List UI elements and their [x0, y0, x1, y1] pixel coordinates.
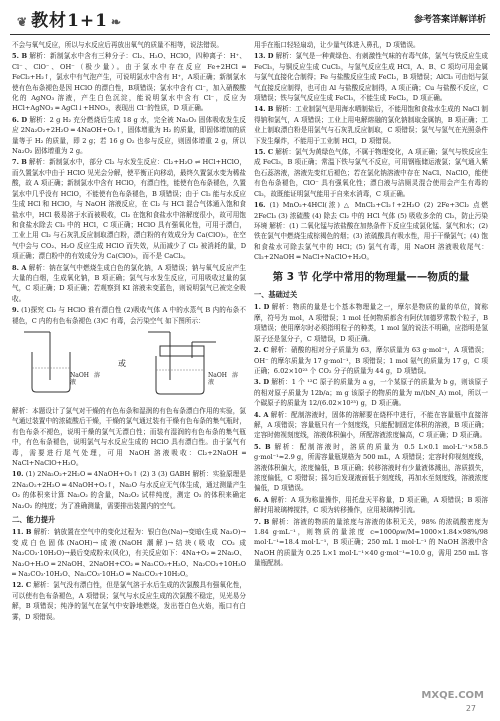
answer-paragraph [12, 527, 246, 579]
apparatus-figure [12, 328, 246, 404]
answer-paragraph [254, 40, 488, 50]
answer-paragraph [12, 580, 246, 622]
question-number: 4. A [254, 410, 269, 419]
answer-paragraph [254, 410, 488, 441]
question-number: 8. A [12, 263, 27, 272]
answer-text: (1) 2Na₂O₂+2H₂O ═ 4NaOH+O₂↑ (2) 3 (3) GABH 解析：实验原理是 2Na₂O₂+2H₂O ═ 4NaOH+O₂↑，Na₂O 与水反应无气体生成，通过测量产生 O₂ 的体积来计算 Na₂O₂ 的含量，Na₂O₂ 试样纯度，测定 O₂ 的体积来确定 Na₂O₂ 的纯度；为了准确测量，需要排出装置内的空气。 [12, 470, 246, 510]
question-number: 6. D [12, 115, 28, 124]
bottle-label: NaOH 溶液 [208, 371, 238, 387]
answer-paragraph [254, 104, 488, 146]
answer-text: 解析：钠在氯气中燃烧生成白色的氯化钠，A 项错误；钠与氧气反应产生大量的白烟，生成氧化钠，B 项正确；氯气与水发生反应，可用吸收过量的氯气，C 项正确；D 项正确；若观察到 KI 溶液未变蓝色，则说明氯气已被完全吸收。 [12, 263, 246, 303]
answer-text: 解析：溶液的物质的量浓度与溶液的体积无关，98% 的浓硫酸密度为 1.84 g·mL⁻¹，则物质的量浓度 c=1000ρw/M=1000×1.84×98%/98 mol·L⁻¹=18.4 mol·L⁻¹，B 项正确；250 mL 1 mol·L⁻¹ 的 NaOH 溶液中含 NaOH 的质量为 0.25 L×1 mol·L⁻¹×40 g·mol⁻¹=10.0 g，需用 250 mL 容量瓶配制。 [254, 517, 488, 568]
leaf-icon: ❧ [110, 15, 123, 29]
question-number: 3. D [254, 378, 270, 387]
answer-paragraph [254, 200, 488, 262]
question-number: 6. A [254, 495, 269, 504]
answer-text: 解析：1 个 ¹²C 原子的质量为 a g，一个某原子的质量为 b g，则该原子的相对原子质量为 12b/a；m g 该原子的物质的量为 m/(bN_A) mol，所以一个碳原子的质量为 12/(6.02×10²³) g，D 项正确。 [254, 378, 488, 408]
page-number: 27 [465, 704, 476, 713]
answer-text: 不会与氧气反应，所以与水反应后再放出氧气的质量不相等，说法错误。 [12, 41, 223, 49]
question-number: 5. B [12, 52, 28, 61]
header-title: 参考答案详解详析 [413, 15, 486, 25]
question-number: 7. B [12, 158, 27, 167]
answer-paragraph [12, 469, 246, 511]
question-number: 10. [12, 470, 24, 479]
right-column [254, 40, 488, 690]
answer-text: 解析：物质的量是七个基本物理量之一，摩尔是物质的量的单位，简称摩，符号为 mol，A 项错误；1 mol 任何物质都含有阿伏加德罗常数个粒子，B 项错误；使用摩尔时必须指明粒子的种类，1 mol 氢的说法不明确，应指明是氢原子还是氢分子，C 项错误，D 项正确。 [254, 303, 488, 343]
question-number: 15. C [254, 148, 274, 157]
answer-text: 解析：工业制氯气是用海水晒制盐后，不能用饱和食盐水生成的 NaCl 制得钠和氯气，A 项错误；工业上用电解熔融的氯化钠制取金属钠，B 项正确；工业上制取漂白粉是用氯气与石灰乳反应制取，C 项错误；氯气与氢气在光照条件下发生爆炸，不能用于工业制 HCl，D 项错误。 [254, 105, 488, 145]
answer-paragraph [254, 517, 488, 569]
answer-text: 解析：配制溶液时，固体的溶解要在烧杯中进行，不能在容量瓶中直接溶解，A 项错误；容量瓶只有一个刻度线，只能配制固定体积的溶液，B 项正确；定容时俯视刻度线，溶液体积偏小，所配溶液浓度偏高，C 项正确；D 项正确。 [254, 410, 488, 440]
answer-paragraph [12, 406, 246, 468]
answer-paragraph [254, 442, 488, 494]
beaker-label: NaOH 溶液 [70, 371, 100, 387]
page-header [0, 0, 500, 36]
answer-paragraph [12, 157, 246, 261]
question-number: 5. B [254, 442, 271, 451]
answer-text: 解析：硝酸的相对分子质量为 63，摩尔质量为 63 g·mol⁻¹，A 项错误；OH⁻ 的摩尔质量为 17 g·mol⁻¹，B 项错误；1 mol 氨气的质量为 17 g，C 项正确；6.02×10²³ 个 CO₂ 分子的质量为 44 g，D 项错误。 [254, 346, 488, 375]
question-number: 7. B [254, 517, 270, 526]
answer-paragraph [254, 495, 488, 516]
brand-logo [14, 6, 125, 31]
answer-paragraph [12, 51, 246, 113]
answer-text: (1) MnO₂+4HCl(浓) △ MnCl₂+Cl₂↑+2H₂O (2) 2Fe+3Cl₂ 点燃 2FeCl₃ (3) 浓硫酸 (4) 除去 Cl₂ 中的 HCl 气体 (5) 吸收多余的 Cl₂，防止污染环境 解析：(1) 二氧化锰与浓盐酸在加热条件下反应生成氯化锰、氯气和水；(2) 铁在氯气中燃烧生成棕褐色的烟；(3) 浓硫酸具有吸水性，用于干燥氯气；(4) 饱和食盐水可除去氯气中的 HCl；(5) 氯气有毒，用 NaOH 溶液吸收尾气：Cl₂+2NaOH ═ NaCl+NaClO+H₂O。 [254, 201, 488, 262]
question-number: 1. D [254, 303, 270, 312]
question-number: 2. C [254, 346, 269, 355]
brand-right: 1+1 [67, 11, 108, 31]
answer-text: 解析：新制氯水中含有三种分子：Cl₂、H₂O、HClO，四种离子：H⁺、Cl⁻、ClO⁻、OH⁻（极少量）。由于氯水中存在反应 Fe+2HCl ═ FeCl₂+H₂↑，氯水中有气泡产生，可说明氯水中含有 H⁺，A项正确；新制氯水使有色布条褪色是因 HClO 的漂白性，B项错误；氯水中含有 Cl⁻，加入硝酸酸化的 AgNO₃ 溶液，产生白色沉淀，能说明氯水中含有 Cl⁻，反应为 HCl+AgNO₃ ═ AgCl↓+HNO₃，表现出 Cl⁻的性质，D 项正确。 [12, 52, 246, 113]
section-title: 第 3 节 化学中常用的物理量——物质的量 [272, 270, 470, 283]
watermark: MXQE.COM [421, 690, 484, 701]
answer-text: 解析：氯气是一种黄绿色、有刺激性气味的有毒气体，氯气与铁反应生成 FeCl₃，与铜反应生成 CuCl₂，与氢气反应生成 HCl，A、B、C 项均可用金属与氯气直接化合制得；Fe 与盐酸反应生成 FeCl₂，B 项错误；AlCl₃ 可由铝与氯气直接反应制得，也可由 Al 与盐酸反应制得，A 项正确；Cu 与盐酸不反应，C 项错误；铁与氯气反应生成 FeCl₃，不能生成 FeCl₂，D 项正确。 [254, 52, 488, 103]
answer-text: 解析：2 g H₂ 充分燃烧后生成 18 g 水，完全被 Na₂O₂ 固体吸收发生反应 2Na₂O₂+2H₂O ═ 4NaOH+O₂↑，固体增重为 H₂ 的质量，即固体增加的质量等于 H₂ 的质量，即 2 g；若 16 g O₂ 也参与反应，则固体增重 2 g，所以 Na₂O₂ 固体增重为 2 g。 [12, 115, 246, 156]
answer-text: 解析：新制氯水中，部分 Cl₂ 与水发生反应：Cl₂+H₂O ⇌ HCl+HClO，而久置氯水中由于 HClO 见光会分解，使平衡正向移动，最终久置氯水变为稀盐酸，故 A 项正确；新制氯水中含有 HClO，有漂白性，能使有色布条褪色，久置氯水中几乎没有 HClO，不能使有色布条褪色，B 项错误；由于 Cl₂ 能与水反应生成 HCl 和 HClO，与 NaOH 溶液反应，在 Cl₂ 与 HCl 混合气体通入饱和食盐水中，HCl 极易溶于水而被吸收，Cl₂ 在饱和食盐水中溶解度很小，故可用饱和食盐水除去 Cl₂ 中的 HCl，C 项正确；HClO 具有强氧化性，可用于漂白，工业上用 Cl₂ 与石灰乳反应制取漂白粉，漂白粉的有效成分为 Ca(ClO)₂，在空气中会与 CO₂、H₂O 反应生成 HClO 而失效，从而减少了 Cl₂ 被消耗的量，D 项正确；漂白粉中的有效成分为 Ca(ClO)₂，而不是 CaCl₂。 [12, 158, 246, 261]
question-number: 9. [12, 306, 19, 315]
question-number: 14. B [254, 105, 274, 114]
answer-paragraph [254, 147, 488, 199]
answer-paragraph [254, 345, 488, 376]
subsection-heading: 一、基础过关 [254, 290, 298, 300]
answer-text: 解析：氯气为黄绿色气体，不属于物理变化，A 项正确；氯气与铁反应生成 FeCl₃，B 项正确；常温下铁与氯气不反应，可用钢瓶储运液氯；氯气通入紫色石蕊溶液，溶液先变红后褪色；若在氯化钠溶液中存在 NaCl、NaClO，能使有色布条褪色，ClO⁻ 具有强氧化性；漂白液与洁厕灵混合使用会产生有毒的 Cl₂，故既能证明氯气能用于自来水消毒，C 项正确。 [254, 148, 488, 198]
question-number: 11. B [12, 528, 32, 537]
answer-paragraph [12, 263, 246, 305]
answer-paragraph [12, 40, 246, 50]
question-number: 16. [254, 201, 266, 210]
answer-text: 用手在瓶口轻轻扇动，让少量气体进入鼻孔，D 项错误。 [254, 41, 420, 49]
answer-text: 解析：氯气没有漂白性，但是氯气溶于水后生成的次氯酸具有强氧化性，可以使有色布条褪色，A 项错误；氯气与水反应生成的次氯酸不稳定，见光易分解，B 项错误；纯净的氢气在氯气中安静地燃烧，发出苍白色火焰，瓶口有白雾，D 项错误。 [12, 581, 246, 621]
question-number: 13. D [254, 52, 274, 61]
answer-paragraph [254, 377, 488, 408]
answer-paragraph [254, 51, 488, 103]
answer-text: 解析：本题设计了氯气对干燥的有色布条和湿润的有色布条漂白作用的实验，氯气通过装置中的浓硫酸后干燥，干燥的氯气通过装有干燥有色布条的集气瓶时，有色布条不褪色，说明干燥的氯气无漂白性；而装有湿润的有色布条的集气瓶中，有色布条褪色，说明氯气与水反应生成的 HClO 具有漂白性。由于氯气有毒，需要进行尾气处理，可用 NaOH 溶液吸收：Cl₂+2NaOH ═ NaCl+NaClO+H₂O。 [12, 406, 246, 467]
question-number: 12. C [12, 581, 32, 590]
answer-text: 解析：钠放置在空气中的变化过程为：银白色(Na)→变暗(生成 Na₂O)→变成白色固体(NaOH)→成液(NaOH 潮解)→结块(吸收 CO₂ 成 Na₂CO₃·10H₂O)→最后变成粉末(风化)，有关反应如下：4Na+O₂ ═ 2Na₂O、Na₂O+H₂O ═ 2NaOH、2NaOH+CO₂ ═ Na₂CO₃+H₂O、Na₂CO₃+10H₂O ═ Na₂CO₃·10H₂O、Na₂CO₃·10H₂O ═ Na₂CO₃+10H₂O。 [12, 528, 246, 579]
left-column [12, 40, 246, 690]
answer-paragraph [12, 115, 246, 157]
header-rule [10, 34, 490, 35]
or-label: 或 [118, 358, 126, 368]
answer-text: (1)探究 Cl₂ 与 HClO 谁有漂白性 (2)吸收气体 A 中的水蒸气 B 内的布条不褪色，C 内的有色布条褪色 (3)C 有毒，会污染空气 如下图所示： [12, 306, 246, 325]
answer-text: 解析：A 项为称量操作，用托盘天平称量，D 项正确，A 项错误；B 项溶解时用玻璃棒搅拌，C 项为转移操作，应用玻璃棒引流。 [254, 495, 488, 515]
brand-left: 教材 [31, 11, 68, 31]
answer-paragraph [12, 305, 246, 326]
leaf-icon: ❦ [17, 15, 29, 29]
apparatus-drawing [20, 328, 240, 404]
answer-text: 解析：配制溶液时，溶质的质量为 0.5 L×0.1 mol·L⁻¹×58.5 g·mol⁻¹≈2.9 g，所需容量瓶规格为 500 mL，A 项错误；定容时仰视刻度线，溶液体积偏大，浓度偏低，B 项正确；转移溶液时有少量液体溅出，溶质损失，浓度偏低，C 项错误；摇匀后发现液面低于刻度线，再加水至刻度线，溶液浓度偏低，D 项错误。 [254, 442, 488, 493]
answer-paragraph [254, 302, 488, 344]
subsection-heading: 二、能力提升 [12, 515, 56, 525]
